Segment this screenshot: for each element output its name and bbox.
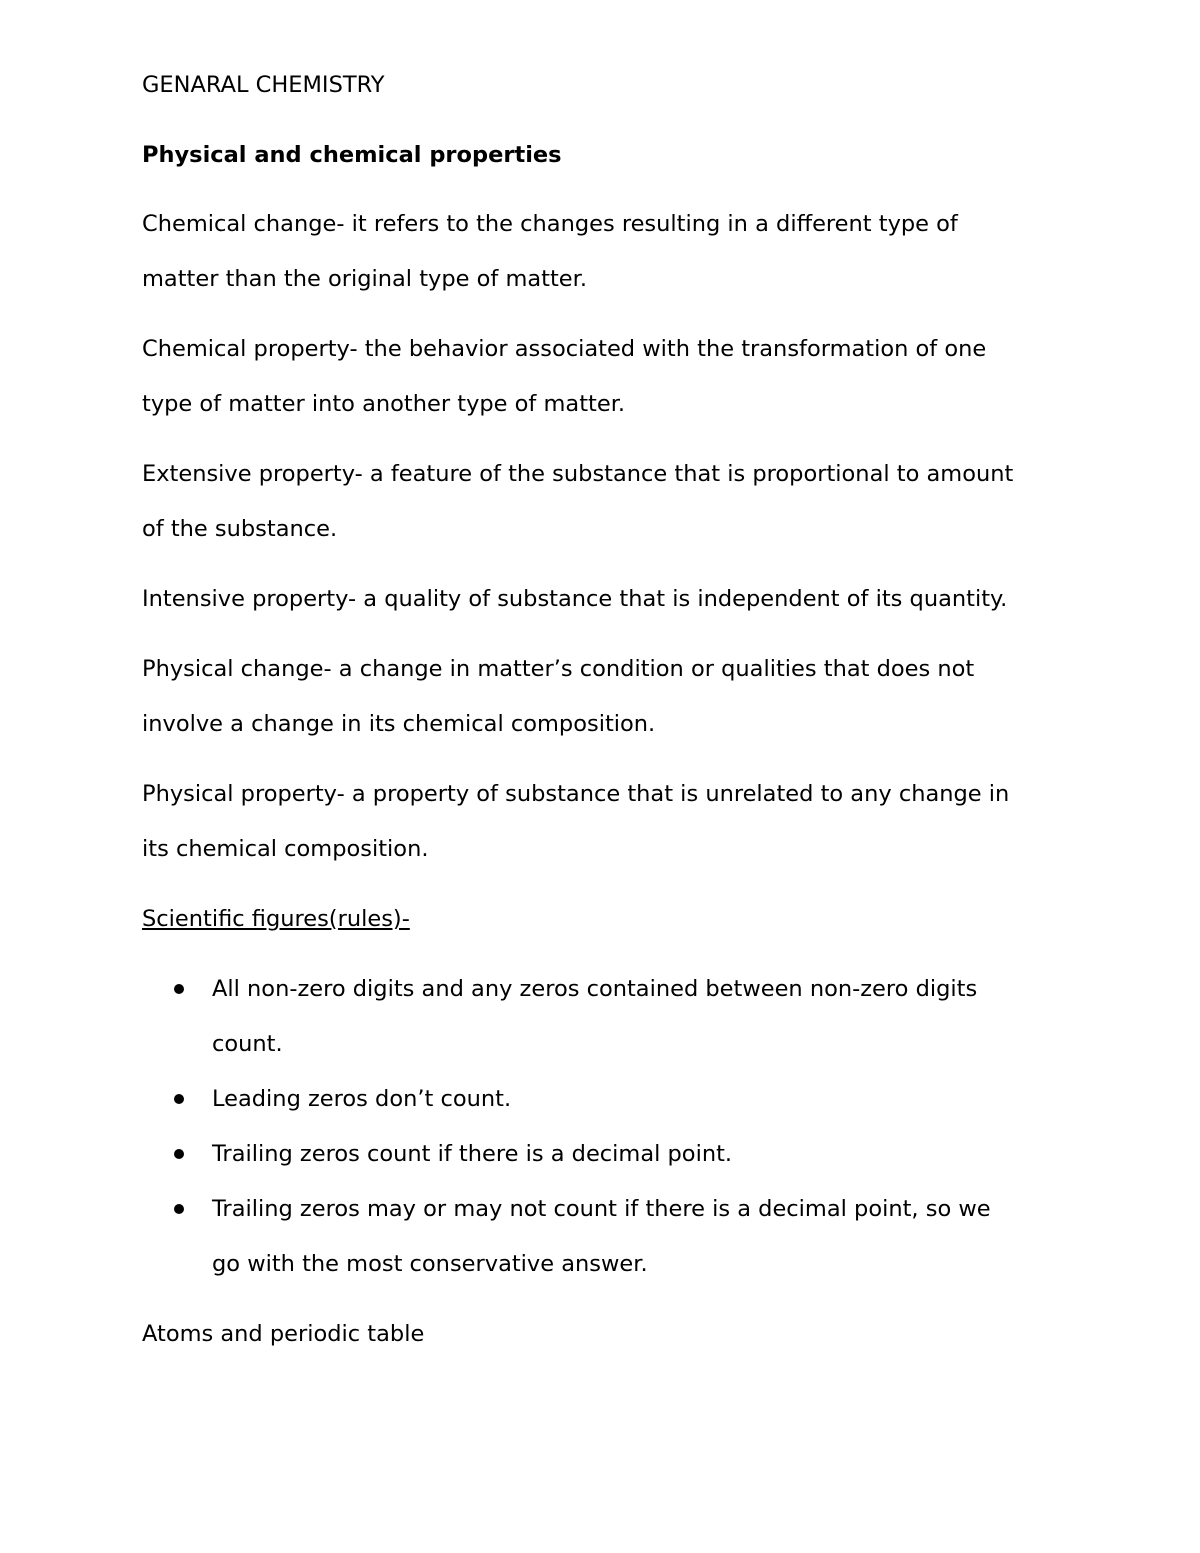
rules-subheading: Scientific figures(rules)- — [142, 906, 410, 932]
rule-line: count. — [212, 1031, 283, 1057]
bullet-icon — [174, 984, 184, 994]
rule-line: Trailing zeros may or may not count if there is a decimal point, so we — [212, 1196, 991, 1222]
bullet-icon — [174, 1204, 184, 1214]
definition-chemical-change — [142, 209, 1072, 294]
list-item — [142, 1084, 1072, 1114]
section-heading: Physical and chemical properties — [142, 142, 562, 168]
document-title: GENARAL CHEMISTRY — [142, 72, 385, 98]
definition-line: Chemical change- it refers to the changes resulting in a different type of — [142, 211, 958, 237]
definition-chemical-property — [142, 334, 1072, 419]
definition-line: involve a change in its chemical composition. — [142, 711, 656, 737]
list-item — [142, 1194, 1072, 1279]
definition-line: Intensive property- a quality of substance that is independent of its quantity. — [142, 586, 1008, 612]
bullet-icon — [174, 1149, 184, 1159]
rules-list — [142, 974, 1072, 1279]
rule-line: Leading zeros don’t count. — [212, 1086, 512, 1112]
definition-physical-property — [142, 779, 1072, 864]
rule-line: Trailing zeros count if there is a decimal point. — [212, 1141, 733, 1167]
definition-line: Chemical property- the behavior associated with the transformation of one — [142, 336, 987, 362]
definition-extensive-property — [142, 459, 1072, 544]
bullet-icon — [174, 1094, 184, 1104]
rule-line: go with the most conservative answer. — [212, 1251, 648, 1277]
definition-line: Extensive property- a feature of the substance that is proportional to amount — [142, 461, 1014, 487]
definition-line: Physical property- a property of substance that is unrelated to any change in — [142, 781, 1010, 807]
definition-line: Physical change- a change in matter’s condition or qualities that does not — [142, 656, 975, 682]
definition-line: of the substance. — [142, 516, 338, 542]
definition-intensive-property — [142, 584, 1072, 614]
list-item — [142, 1139, 1072, 1169]
definition-line: its chemical composition. — [142, 836, 429, 862]
list-item — [142, 974, 1072, 1059]
definition-line: matter than the original type of matter. — [142, 266, 587, 292]
document-body — [142, 70, 1072, 1349]
rule-line: All non-zero digits and any zeros contained between non-zero digits — [212, 976, 978, 1002]
closing-heading: Atoms and periodic table — [142, 1321, 425, 1347]
definition-physical-change — [142, 654, 1072, 739]
definition-line: type of matter into another type of matter. — [142, 391, 626, 417]
